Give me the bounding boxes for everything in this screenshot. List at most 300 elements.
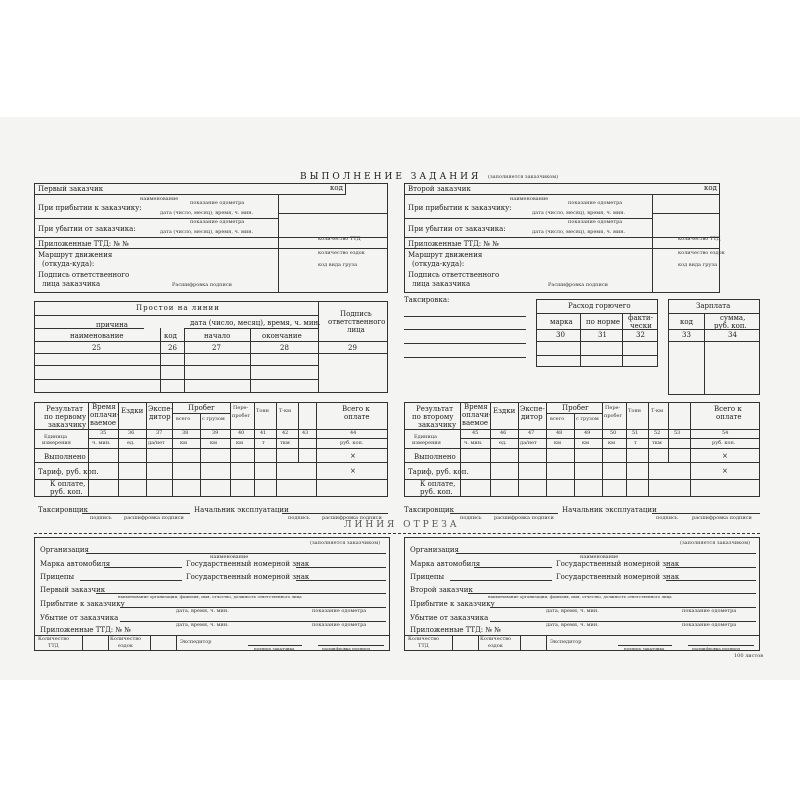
grid-line [230, 402, 231, 497]
name-caption: наименование [580, 554, 619, 560]
signature-label-2: лица заказчика [42, 280, 101, 288]
time-header-2: оплачи- [90, 411, 120, 419]
mileage-total-header: всего [176, 416, 191, 422]
expeditor-header: Экспе- [520, 405, 545, 413]
datetime-caption: дата, время, ч. мин. [176, 608, 229, 614]
grid-line [450, 513, 558, 514]
unit-value: км [236, 440, 244, 446]
taxer-label: Таксировщик [38, 506, 88, 514]
grid-line [34, 462, 388, 463]
stub-note: (заполняется заказчиком) [310, 540, 381, 546]
route-label-2: (откуда-куда): [42, 260, 95, 268]
grid-line [404, 479, 760, 480]
taxer-label: Таксировщик [404, 506, 454, 514]
column-number: 47 [528, 430, 535, 436]
column-number: 31 [598, 331, 607, 339]
route-label: Маршрут движения [38, 251, 113, 259]
grid-line [404, 316, 526, 317]
qty-label-2: ТТД [418, 643, 429, 649]
expeditor-label: Экспедитор [180, 639, 212, 645]
column-number: 30 [556, 331, 565, 339]
grid-line [88, 438, 388, 439]
trips-header: Ездки [493, 407, 516, 415]
downtime-sign-header-2: ответственного [328, 318, 386, 326]
grid-line [34, 315, 318, 316]
column-number: 52 [654, 430, 661, 436]
grid-line [82, 635, 83, 651]
decrypt-caption: Расшифровка подписи [172, 282, 232, 288]
grid-line [88, 402, 89, 497]
downtime-sign-header-3: лица [347, 326, 365, 334]
grid-line [172, 402, 173, 497]
arrival-label: При прибытии к заказчику: [408, 204, 512, 212]
column-number: 36 [128, 430, 135, 436]
salary-sum-header-2: руб. коп. [714, 322, 747, 330]
grid-line [460, 438, 760, 439]
datetime-caption: дата, время, ч. мин. [176, 622, 229, 628]
empty-run-header-2: пробег [232, 413, 251, 419]
grid-line [404, 329, 526, 330]
column-number: 37 [156, 430, 163, 436]
grid-line [546, 635, 547, 651]
fuel-norm-header: по норме [586, 318, 621, 326]
column-number: 35 [100, 430, 107, 436]
pay-label: К оплате, [50, 480, 86, 488]
column-number: 54 [722, 430, 729, 436]
tons-header: Тонн [628, 408, 642, 414]
results-title-2: по первому [44, 413, 87, 421]
column-number: 46 [500, 430, 507, 436]
grid-line [172, 413, 230, 414]
plate-label: Государственный номерной знак [186, 573, 310, 581]
waybill-sheet [0, 117, 800, 680]
grid-line [278, 213, 388, 214]
grid-line [34, 429, 388, 430]
unit-label: Единица [44, 434, 67, 440]
trips-caption: количество ездок [318, 250, 365, 256]
decrypt-caption: расшифровка подписи [494, 515, 554, 521]
name-caption: наименование [210, 554, 249, 560]
sheet-count: 100 листов [734, 653, 764, 659]
column-number: 42 [282, 430, 289, 436]
grid-line [404, 237, 720, 238]
grid-line [668, 402, 669, 462]
arrival-label: Прибытие к заказчику [40, 600, 125, 608]
mileage-header: Пробег [188, 404, 215, 412]
results-title: Результат [416, 405, 453, 413]
column-number: 29 [348, 344, 357, 352]
datetime-caption: дата (число, месяц), время, ч. мин. [532, 229, 626, 235]
grid-line [668, 329, 760, 330]
grid-line [160, 328, 161, 393]
grid-line [184, 328, 185, 393]
grid-line [460, 402, 461, 497]
mileage-loaded-header: с грузом [202, 416, 225, 422]
grid-line [652, 213, 720, 214]
signature-label: Подпись ответственного [38, 271, 130, 279]
grid-line [34, 533, 760, 534]
grid-line [184, 328, 318, 329]
grid-line [34, 448, 388, 449]
unit-label-2: измерения [42, 440, 71, 446]
grid-line [316, 402, 317, 497]
car-label: Марка автомобиля [410, 560, 481, 568]
grid-line [404, 448, 760, 449]
code-label: код [330, 184, 343, 192]
cargo-code-caption: код вида груза [318, 262, 358, 268]
cross-mark: × [350, 467, 356, 475]
reason-header: причина [96, 321, 128, 329]
fuel-fact-header-2: чески [630, 322, 652, 330]
results-title: Результат [46, 405, 83, 413]
column-number: 38 [182, 430, 189, 436]
grid-line [34, 365, 318, 366]
mileage-total-header: всего [550, 416, 565, 422]
signature-label-2: лица заказчика [412, 280, 471, 288]
grid-line [108, 635, 109, 651]
trailer-label: Прицепы [410, 573, 445, 581]
decrypt-caption: расшифровка подписи [322, 646, 370, 651]
cargo-code-caption: код вида груза [678, 262, 718, 268]
datetime-caption: дата (число, месяц), время, ч. мин. [532, 210, 626, 216]
signature-caption: подпись заказчика [624, 646, 665, 651]
column-number: 44 [350, 430, 357, 436]
grid-line [34, 328, 144, 329]
grid-line [478, 635, 479, 651]
signature-caption: подпись [656, 515, 678, 521]
column-number: 27 [212, 344, 221, 352]
name-caption: наименование [140, 196, 179, 202]
departure-label: При убытии от заказчика: [38, 225, 136, 233]
grid-line [282, 513, 388, 514]
to-pay-header-2: оплате [716, 413, 742, 421]
expeditor-label: Экспедитор [550, 639, 582, 645]
grid-line [34, 635, 390, 636]
unit-value: руб. коп. [340, 440, 364, 446]
grid-line [580, 313, 581, 367]
grid-line [622, 313, 623, 367]
cross-mark: × [722, 452, 728, 460]
unit-value: км [210, 440, 218, 446]
grid-line [450, 580, 552, 581]
column-number: 49 [584, 430, 591, 436]
pay-label-2: руб. коп. [420, 488, 453, 496]
odometer-caption: показание одометра [568, 219, 623, 225]
salary-title: Зарплата [696, 302, 731, 310]
grid-line [668, 313, 760, 314]
unit-value: да/нет [148, 440, 165, 446]
grid-line [536, 355, 658, 356]
long-caption: наименование организации, фамилия, имя, отчество, должность ответственного лица [118, 594, 302, 599]
arrival-label: Прибытие к заказчику [410, 600, 495, 608]
pay-label-2: руб. коп. [50, 488, 83, 496]
grid-line [296, 580, 386, 581]
datetime-caption: дата, время, ч. мин. [546, 622, 599, 628]
fuel-fact-header: факти- [628, 314, 653, 322]
results-title-2: по второму [412, 413, 454, 421]
departure-label: Убытие от заказчика [410, 614, 489, 622]
grid-line [250, 328, 251, 393]
ttd-label: Приложенные ТТД: № № [410, 626, 501, 634]
downtime-date-header: дата (число, месяц), время, ч. мин. [190, 319, 321, 327]
to-pay-header: Всего к [342, 405, 370, 413]
signature-label: Подпись ответственного [408, 271, 500, 279]
expeditor-header-2: дитор [149, 413, 171, 421]
grid-line [404, 429, 760, 430]
second-customer-label: Второй заказчик [410, 586, 473, 594]
chief-label: Начальник эксплуатации [562, 506, 657, 514]
decrypt-caption: расшифровка подписи [692, 646, 740, 651]
trips-count-label-2: ездок [488, 643, 503, 649]
grid-line [318, 301, 319, 393]
grid-line [404, 343, 526, 344]
expeditor-header-2: дитор [521, 413, 543, 421]
unit-value: ткм [280, 440, 290, 446]
long-caption: наименование организации, фамилия, имя, отчество, должность ответственного лица [488, 594, 672, 599]
mileage-header: Пробег [562, 404, 589, 412]
arrival-label: При прибытии к заказчику: [38, 204, 142, 212]
odometer-caption: показание одометра [312, 608, 367, 614]
time-header-3: ваемое [90, 419, 117, 427]
fuel-title: Расход горючего [568, 302, 631, 310]
grid-line [276, 402, 277, 497]
grid-line [666, 567, 756, 568]
empty-run-header: Пере- [605, 405, 621, 411]
datetime-caption: дата (число, месяц), время, ч. мин. [160, 229, 254, 235]
empty-run-header-2: пробег [604, 413, 623, 419]
unit-value: да/нет [520, 440, 537, 446]
unit-value: км [554, 440, 562, 446]
grid-line [452, 635, 453, 651]
org-label: Организация [410, 546, 459, 554]
trailer-label: Прицепы [40, 573, 75, 581]
grid-line [666, 580, 756, 581]
unit-value: ед. [127, 440, 135, 446]
grid-line [520, 635, 521, 651]
mileage-loaded-header: с грузом [576, 416, 599, 422]
trips-count-label-2: ездок [118, 643, 133, 649]
unit-value: руб. коп. [712, 440, 736, 446]
plate-label: Государственный номерной знак [186, 560, 310, 568]
route-label: Маршрут движения [408, 251, 483, 259]
grid-line [404, 357, 526, 358]
odometer-caption: показание одометра [568, 200, 623, 206]
grid-line [404, 635, 760, 636]
column-number: 33 [682, 331, 691, 339]
qty-ttd-caption: количество ТТД [318, 236, 361, 242]
grid-line [518, 402, 519, 497]
grid-line [474, 567, 552, 568]
trips-count-label: Количество [110, 636, 142, 642]
grid-line [176, 635, 177, 651]
grid-line [34, 479, 388, 480]
form-title: ВЫПОЛНЕНИЕ ЗАДАНИЯ [300, 172, 482, 182]
ttd-label: Приложенные ТТД: № № [40, 626, 131, 634]
unit-value: км [180, 440, 188, 446]
downtime-end-header: окончание [262, 332, 302, 340]
ttd-label: Приложенные ТТД: № № [38, 240, 129, 248]
unit-value: т [634, 440, 637, 446]
datetime-caption: дата, время, ч. мин. [546, 608, 599, 614]
grid-line [34, 353, 388, 354]
tons-header: Тонн [256, 408, 270, 414]
trips-header: Ездки [121, 407, 144, 415]
column-number: 28 [280, 344, 289, 352]
first-customer-label: Первый заказчик [38, 185, 104, 193]
salary-code-header: код [680, 318, 693, 326]
results-title-3: заказчику [48, 421, 87, 429]
column-number: 41 [260, 430, 267, 436]
grid-line [200, 413, 201, 497]
grid-line [298, 402, 299, 462]
odometer-caption: показание одометра [682, 608, 737, 614]
tariff-label: Тариф, руб. коп. [408, 468, 469, 476]
decrypt-caption: расшифровка подписи [322, 515, 382, 521]
downtime-start-header: начало [204, 332, 231, 340]
grid-line [602, 402, 603, 497]
stub-note: (заполняется заказчиком) [680, 540, 751, 546]
to-pay-header: Всего к [714, 405, 742, 413]
grid-line [546, 413, 602, 414]
odometer-caption: показание одометра [682, 622, 737, 628]
grid-line [80, 580, 182, 581]
plate-label: Государственный номерной знак [556, 560, 680, 568]
taxation-label: Таксировка: [404, 296, 450, 304]
pay-label: К оплате, [420, 480, 456, 488]
signature-caption: подпись [90, 515, 112, 521]
departure-label: Убытие от заказчика [40, 614, 119, 622]
grid-line [34, 379, 318, 380]
first-customer-label: Первый заказчик [40, 586, 106, 594]
grid-line [574, 413, 575, 497]
unit-value: км [582, 440, 590, 446]
grid-line [648, 402, 649, 497]
datetime-caption: дата (число, месяц), время, ч. мин. [160, 210, 254, 216]
decrypt-caption: Расшифровка подписи [548, 282, 608, 288]
unit-label: Единица [414, 434, 437, 440]
downtime-name-header: наименование [70, 332, 124, 340]
column-number: 43 [302, 430, 309, 436]
odometer-caption: показание одометра [312, 622, 367, 628]
qty-label: Количество [408, 636, 440, 642]
grid-line [150, 635, 151, 651]
column-number: 26 [168, 344, 177, 352]
trips-caption: количество ездок [678, 250, 725, 256]
trips-count-label: Количество [480, 636, 512, 642]
car-label: Марка автомобиля [40, 560, 111, 568]
salary-sum-header: сумма, [720, 314, 746, 322]
grid-line [626, 402, 627, 497]
time-header: Время [464, 403, 488, 411]
downtime-sign-header: Подпись [340, 310, 372, 318]
plate-label: Государственный номерной знак [556, 573, 680, 581]
tkm-header: Т-км [651, 408, 664, 414]
time-header-2: оплачи- [462, 411, 492, 419]
unit-value: ед. [499, 440, 507, 446]
grid-line [546, 402, 547, 497]
unit-value: т [262, 440, 265, 446]
grid-line [652, 513, 760, 514]
results-title-3: заказчику [418, 421, 457, 429]
route-label-2: (откуда-куда): [412, 260, 465, 268]
odometer-caption: показание одометра [190, 219, 245, 225]
time-header: Время [92, 403, 116, 411]
column-number: 25 [92, 344, 101, 352]
column-number: 34 [728, 331, 737, 339]
grid-line [536, 329, 658, 330]
column-number: 32 [636, 331, 645, 339]
decrypt-caption: расшифровка подписи [124, 515, 184, 521]
done-label: Выполнено [414, 453, 456, 461]
column-number: 53 [674, 430, 681, 436]
qty-label: Количество [38, 636, 70, 642]
column-number: 45 [472, 430, 479, 436]
unit-value: ткм [652, 440, 662, 446]
cross-mark: × [350, 452, 356, 460]
grid-line [254, 402, 255, 497]
grid-line [82, 513, 190, 514]
grid-line [652, 195, 653, 293]
unit-value: ч. мин. [464, 440, 483, 446]
column-number: 51 [632, 430, 639, 436]
grid-line [536, 341, 658, 342]
header-note: (заполняется заказчиком) [488, 174, 559, 180]
tariff-label: Тариф, руб. коп. [38, 468, 99, 476]
grid-line [690, 402, 691, 497]
code-label: код [704, 184, 717, 192]
column-number: 40 [238, 430, 245, 436]
grid-line [404, 248, 720, 249]
grid-line [404, 462, 760, 463]
grid-line [34, 248, 388, 249]
chief-label: Начальник эксплуатации [194, 506, 289, 514]
downtime-code-header: код [164, 332, 177, 340]
signature-caption: подпись заказчика [254, 646, 295, 651]
odometer-caption: показание одометра [190, 200, 245, 206]
grid-line [34, 341, 388, 342]
empty-run-header: Пере- [233, 405, 249, 411]
time-header-3: ваемое [462, 419, 489, 427]
decrypt-caption: расшифровка подписи [692, 515, 752, 521]
signature-caption: подпись [288, 515, 310, 521]
column-number: 50 [610, 430, 617, 436]
tkm-header: Т-км [279, 408, 292, 414]
column-number: 48 [556, 430, 563, 436]
unit-value: км [608, 440, 616, 446]
fuel-mark-header: марка [550, 318, 573, 326]
grid-line [146, 402, 147, 497]
signature-caption: подпись [460, 515, 482, 521]
qty-ttd-caption: количество ТТД [678, 236, 721, 242]
done-label: Выполнено [44, 453, 86, 461]
to-pay-header-2: оплате [344, 413, 370, 421]
grid-line [296, 567, 386, 568]
unit-value: ч. мин. [92, 440, 111, 446]
downtime-title: Простои на линии [136, 304, 220, 312]
name-caption: наименование [510, 196, 549, 202]
unit-label-2: измерения [412, 440, 441, 446]
cut-line-label: ЛИНИЯ ОТРЕЗА [344, 520, 460, 530]
grid-line [668, 341, 760, 342]
grid-line [278, 195, 279, 293]
qty-label-2: ТТД [48, 643, 59, 649]
second-customer-label: Второй заказчик [408, 185, 471, 193]
grid-line [704, 313, 705, 395]
departure-label: При убытии от заказчика: [408, 225, 506, 233]
cross-mark: × [722, 467, 728, 475]
ttd-label: Приложенные ТТД: № № [408, 240, 499, 248]
org-label: Организация [40, 546, 89, 554]
